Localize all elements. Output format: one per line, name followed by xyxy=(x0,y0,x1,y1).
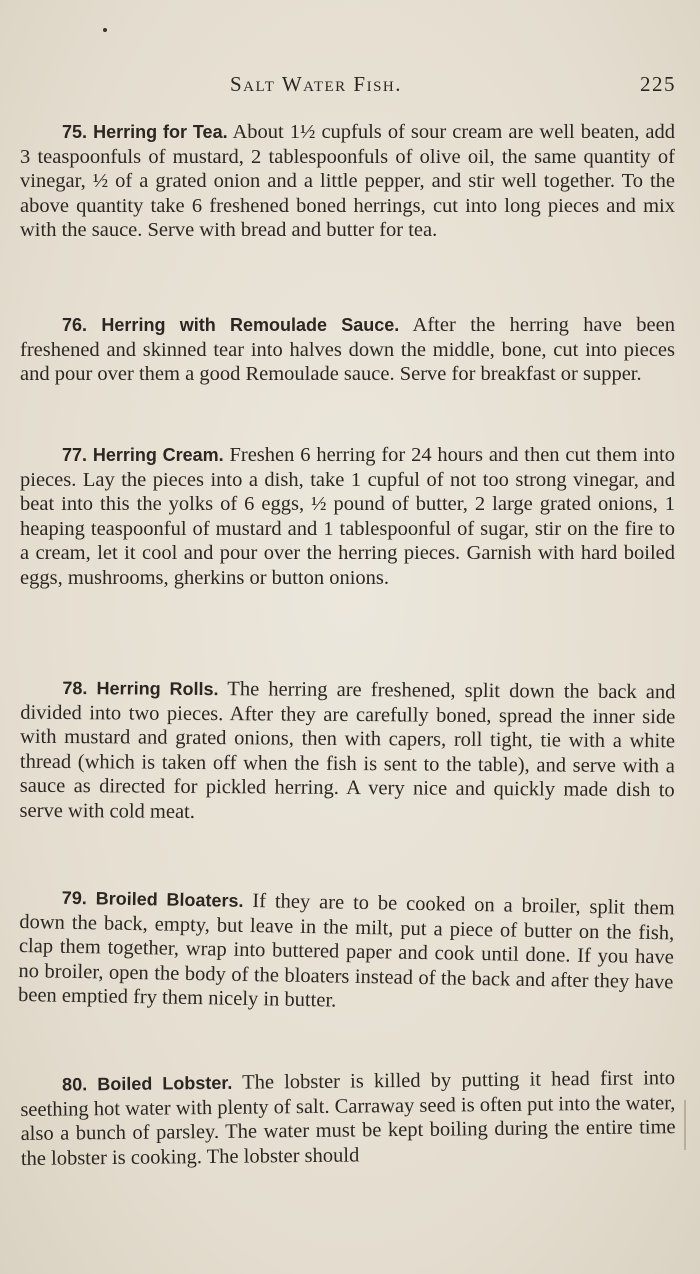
page-number: 225 xyxy=(640,72,676,96)
recipe-text: After the herring have been freshened and skinned tear into halves down the middle, bone, cut into pieces and pour over them a good Remoulade sauce. Serve for breakfast or supper. xyxy=(20,314,675,385)
recipe-number: 79. xyxy=(61,887,87,909)
recipe-heading: Herring Rolls. xyxy=(96,678,219,700)
recipe-77 xyxy=(20,443,675,590)
recipe-heading: Herring with Remoulade Sauce. xyxy=(101,315,400,335)
recipe-text: The lobster is killed by putting it head first into seething hot water with plenty of salt. Carraway seed is often put into the water, also a bunch of parsley. The water must be kept boiling during the entire time the lobster is cooking. The lobster should xyxy=(20,1067,676,1170)
recipe-heading: Boiled Lobster. xyxy=(97,1072,233,1095)
recipe-number: 78. xyxy=(62,678,88,699)
recipe-number: 77. xyxy=(62,445,88,465)
recipe-text: If they are to be cooked on a broiler, split them down the back, empty, but leave in the milt, put a piece of butter on the fish, clap them together, wrap into buttered paper and cook until done. If you have no broiler, open the body of the bloaters instead of the back and after they have been emptied fry them nicely in butter. xyxy=(17,890,675,1012)
ink-speck xyxy=(103,28,107,32)
recipe-78 xyxy=(19,676,675,828)
recipe-heading: Broiled Bloaters. xyxy=(95,888,244,911)
recipe-75 xyxy=(20,120,675,243)
page-edge-mark xyxy=(684,1100,686,1150)
recipe-number: 80. xyxy=(62,1074,88,1095)
chapter-title: Salt Water Fish. xyxy=(230,72,403,96)
recipe-number: 75. xyxy=(62,122,88,142)
recipe-text: About 1½ cupfuls of sour cream are well beaten, add 3 teaspoonfuls of mustard, 2 tablespoonfuls of olive oil, the same quantity of vinegar, ½ of a grated onion and a little pepper, and stir well together. To the above quantity take 6 freshened boned herrings, cut into long pieces and mix with the sauce. Serve with bread and butter for tea. xyxy=(20,121,676,241)
recipe-76 xyxy=(20,313,675,387)
recipe-text: Freshen 6 herring for 24 hours and then cut them into pieces. Lay the pieces into a dish, take 1 cupful of not too strong vinegar, and beat into this the yolks of 6 eggs, ½ pound of butter, 2 large grated onions, 1 heaping teaspoonful of mustard and 1 tablespoonful of sugar, stir on the fire to a cream, let it cool and pour over the herring pieces. Garnish with hard boiled eggs, mushrooms, gherkins or button onions. xyxy=(20,444,676,589)
recipe-number: 76. xyxy=(62,315,88,335)
recipe-79 xyxy=(18,885,675,1019)
recipe-heading: Herring Cream. xyxy=(92,445,224,465)
recipe-80 xyxy=(20,1066,676,1171)
running-header xyxy=(0,72,700,98)
recipe-text: The herring are freshened, split down the back and divided into two pieces. After they are carefully boned, spread the inner side with mustard and grated onions, then with capers, roll tight, tie with a white thread (which is taken off when the fish is sent to the table), and serve with a sauce as directed for pickled herring. A very nice and quickly made dish to serve with cold meat. xyxy=(19,678,676,823)
recipe-heading: Herring for Tea. xyxy=(93,122,228,142)
